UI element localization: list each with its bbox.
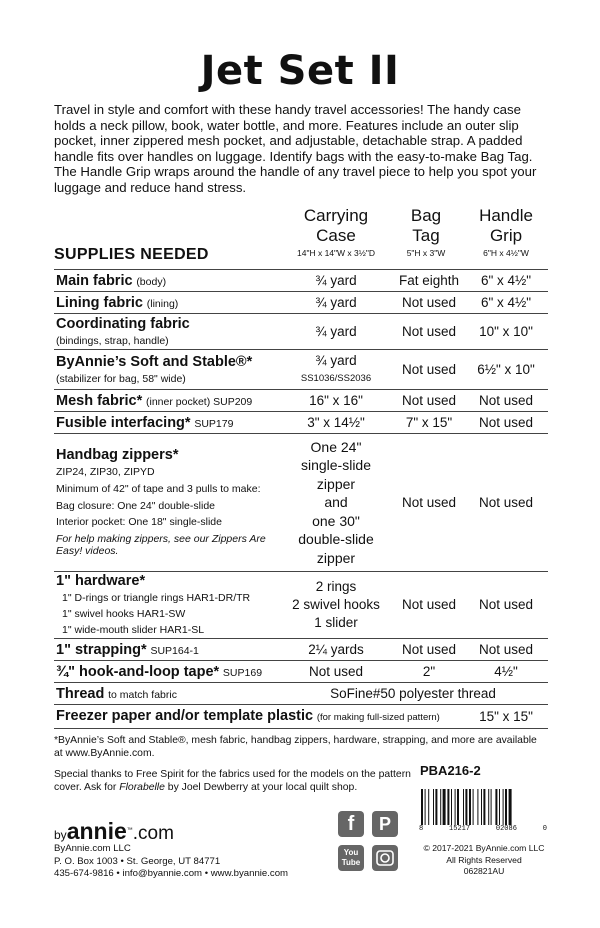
table-row: Coordinating fabric (bindings, strap, handle) ¾ yard Not used 10" x 10": [54, 314, 548, 350]
table-row: Mesh fabric* (inner pocket) SUP209 16" x 16" Not used Not used: [54, 390, 548, 412]
table-row: 1" hardware* 1" D-rings or triangle rings HAR1-DR/TR 1" swivel hooks HAR1-SW 1" wide-mouth slider HAR1-SL 2 rings 2 swivel hooks 1 slider Not used Not used: [54, 572, 548, 639]
youtube-icon[interactable]: You Tube: [338, 845, 364, 871]
pattern-title: Jet Set II: [200, 48, 400, 94]
barcode-bar: [440, 789, 441, 825]
pinterest-icon[interactable]: P: [372, 811, 398, 837]
col-handle-grip: Handle Grip 6"H x 4½"W: [479, 206, 533, 258]
copyright: © 2017-2021 ByAnnie.com LLC All Rights Reserved 062821AU: [423, 843, 545, 876]
barcode-bar: [469, 789, 471, 825]
barcode-bar: [435, 789, 437, 825]
footnote: *ByAnnie’s Soft and Stable®, mesh fabric, handbag zippers, hardware, strapping, and more are available at www.ByAnnie.com.: [54, 735, 537, 759]
pattern-code: PBA216-2: [420, 763, 481, 778]
barcode-number: 8 15217 02086 0: [419, 825, 547, 833]
barcode-bar: [495, 789, 497, 825]
table-header: [54, 206, 548, 268]
barcode-bar: [477, 789, 478, 825]
thanks-note: Special thanks to Free Spirit for the fabrics used for the models on the pattern cover. Ask for Florabelle by Joel Dewberry at your local quilt shop.: [54, 769, 411, 793]
barcode-bar: [483, 789, 485, 825]
barcode-bar: [455, 789, 456, 825]
barcode-bar: [509, 789, 512, 825]
table-row: ByAnnie’s Soft and Stable®* (stabilizer for bag, 58" wide) ¾ yard SS1036/SS2036 Not used 6½" x 10": [54, 350, 548, 390]
barcode-bar: [433, 789, 434, 825]
camera-glyph: [372, 845, 398, 871]
barcode-bar: [465, 789, 467, 825]
barcode-bar: [488, 789, 489, 825]
barcode-bar: [428, 789, 429, 825]
barcode-bar: [443, 789, 446, 825]
instagram-icon[interactable]: [372, 845, 398, 871]
intro-text: Travel in style and comfort with these handy travel accessories! The handy case holds a neck pillow, book, water bottle, and more. Features include an outer slip pocket, inner zippered mesh pocket, and adjustable, detachable strap. A padded handle fits over handles on luggage. Identify bags with the easy-to-make Bag Tag. The Handle Grip wraps around the handle of any travel piece to help you spot your luggage and reduce hand stress.: [54, 102, 537, 195]
facebook-icon[interactable]: f: [338, 811, 364, 837]
col-bag-tag: Bag Tag 5"H x 3"W: [406, 206, 446, 258]
barcode: [419, 789, 547, 825]
table-row: Fusible interfacing* SUP179 3" x 14½" 7" x 15" Not used: [54, 412, 548, 434]
barcode-bar: [425, 789, 426, 825]
supplies-table: [54, 269, 548, 729]
company-address: ByAnnie.com LLC P. O. Box 1003 • St. George, UT 84771 435-674-9816 • info@byannie.com • www.byannie.com: [54, 843, 289, 879]
byannie-logo: byannie™.com: [54, 818, 174, 844]
barcode-bar: [451, 789, 452, 825]
barcode-bar: [457, 789, 459, 825]
barcode-bar: [505, 789, 507, 825]
barcode-bar: [481, 789, 482, 825]
table-row: Main fabric (body) ¾ yard Fat eighth 6" x 4½": [54, 270, 548, 292]
barcode-bar: [491, 789, 492, 825]
barcode-bar: [463, 789, 464, 825]
barcode-bar: [447, 789, 449, 825]
barcode-bar: [421, 789, 423, 825]
col-carrying-case: Carrying Case 14"H x 14"W x 3½"D: [296, 206, 376, 258]
table-row: Thread to match fabric SoFine#50 polyester thread: [54, 683, 548, 705]
barcode-bar: [473, 789, 474, 825]
table-row: ¾" hook-and-loop tape* SUP169 Not used 2" 4½": [54, 661, 548, 683]
table-row: Lining fabric (lining) ¾ yard Not used 6" x 4½": [54, 292, 548, 314]
barcode-bar: [503, 789, 504, 825]
table-row: Handbag zippers* ZIP24, ZIP30, ZIPYD Minimum of 42" of tape and 3 pulls to make: Bag closure: One 24" double-slide Interior pocket: One 18" single-slide For help making zippers, see our Zippers Are Easy! videos. One 24" single-slide zipper and one 30" double-slide zipper Not used Not used: [54, 434, 548, 572]
barcode-bar: [499, 789, 500, 825]
table-row: Freezer paper and/or template plastic (for making full-sized pattern) 15" x 15": [54, 705, 548, 729]
table-row: 1" strapping* SUP164-1 2¼ yards Not used Not used: [54, 639, 548, 661]
supplies-heading: SUPPLIES NEEDED: [54, 246, 209, 263]
